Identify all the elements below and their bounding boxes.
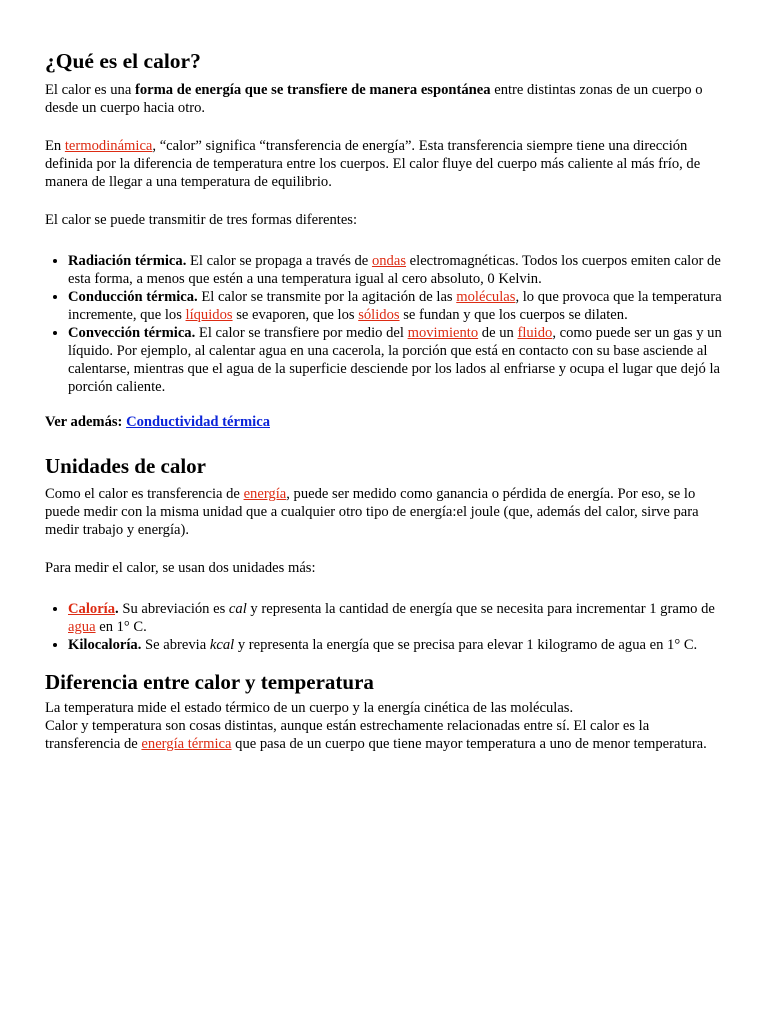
link-caloria[interactable]: Caloría: [68, 601, 116, 617]
link-energia[interactable]: energía: [243, 486, 287, 502]
list-item-conduccion: • Conducción térmica. El calor se transmite por la agitación de las moléculas, lo que provoca que la temperatura incremente, que los líquidos se evaporen, que los sólidos se fundan y que los cuerpos se dilaten.: [68, 288, 725, 324]
heading-unidades-de-calor: Unidades de calor: [45, 454, 207, 478]
link-ondas[interactable]: ondas: [371, 253, 407, 269]
definition-bold: forma de energía que se transfiere de manera espontánea: [134, 82, 491, 98]
termodinamica-paragraph: En termodinámica, “calor” significa “transferencia de energía”. Esta transferencia siempre tiene una dirección definida por la diferencia de temperatura entre los cuerpos. El calor fluye del cuerpo más caliente al más frío, de manera de llegar a una temperatura de equilibrio.: [45, 138, 701, 190]
heading-que-es-el-calor: ¿Qué es el calor?: [45, 49, 201, 73]
link-solidos[interactable]: sólidos: [358, 307, 400, 323]
heading-diferencia-calor-temperatura: Diferencia entre calor y temperatura: [45, 670, 374, 694]
list-item-conveccion: • Convección térmica. El calor se transfiere por medio del movimiento de un fluido, como puede ser un gas y un líquido. Por ejemplo, al calentar agua en una cacerola, la porción que está en contacto con su base asciende al calentarse, mientras que el agua de la superficie desciende por los lados al enfriarse y ocupa el lugar que dejó la porción caliente.: [68, 324, 725, 396]
units-list: [45, 600, 725, 654]
link-moleculas[interactable]: moléculas: [456, 289, 516, 305]
unidades-paragraph: Como el calor es transferencia de energía, puede ser medido como ganancia o pérdida de energía. Por eso, se lo puede medir con la misma unidad que a cualquier otro tipo de energía:el joule (que, además del calor, sirve para medir trabajo y energía).: [45, 486, 699, 538]
temperatura-definition: La temperatura mide el estado térmico de un cuerpo y la energía cinética de las moléculas.: [45, 700, 574, 716]
list-item-caloria: • Caloría. Su abreviación es cal y representa la cantidad de energía que se necesita para incrementar 1 gramo de agua en 1° C.: [68, 600, 725, 636]
link-movimiento[interactable]: movimiento: [407, 325, 479, 341]
list-item-radiacion: • Radiación térmica. El calor se propaga a través de ondas electromagnéticas. Todos los cuerpos emiten calor de esta forma, a menos que estén a una temperatura igual al cero absoluto, 0 Kelvin.: [68, 252, 725, 288]
list-item-kilocaloria: • Kilocaloría. Se abrevia kcal y representa la energía que se precisa para elevar 1 kilogramo de agua en 1° C.: [68, 636, 725, 654]
link-fluido[interactable]: fluido: [517, 325, 553, 341]
link-agua[interactable]: agua: [68, 619, 96, 635]
link-energia-termica[interactable]: energía térmica: [141, 736, 232, 752]
link-termodinamica[interactable]: termodinámica: [64, 138, 153, 154]
formas-intro-paragraph: El calor se puede transmitir de tres formas diferentes:: [45, 212, 358, 228]
link-liquidos[interactable]: líquidos: [185, 307, 233, 323]
heat-transfer-list: [45, 252, 725, 396]
intro-paragraph: El calor es una forma de energía que se transfiere de manera espontánea entre distintas zonas de un cuerpo o desde un cuerpo hacia otro.: [45, 82, 703, 116]
article-content: [45, 47, 725, 753]
see-also-line: Ver además: Conductividad térmica: [45, 414, 270, 430]
link-conductividad-termica[interactable]: Conductividad térmica: [126, 414, 270, 430]
calor-vs-temperatura-paragraph: Calor y temperatura son cosas distintas, aunque están estrechamente relacionadas entre sí. El calor es la transferencia de energía térmica que pasa de un cuerpo que tiene mayor temperatura a uno de menor temperatura.: [45, 718, 707, 752]
unidades-intro-paragraph: Para medir el calor, se usan dos unidades más:: [45, 560, 316, 576]
